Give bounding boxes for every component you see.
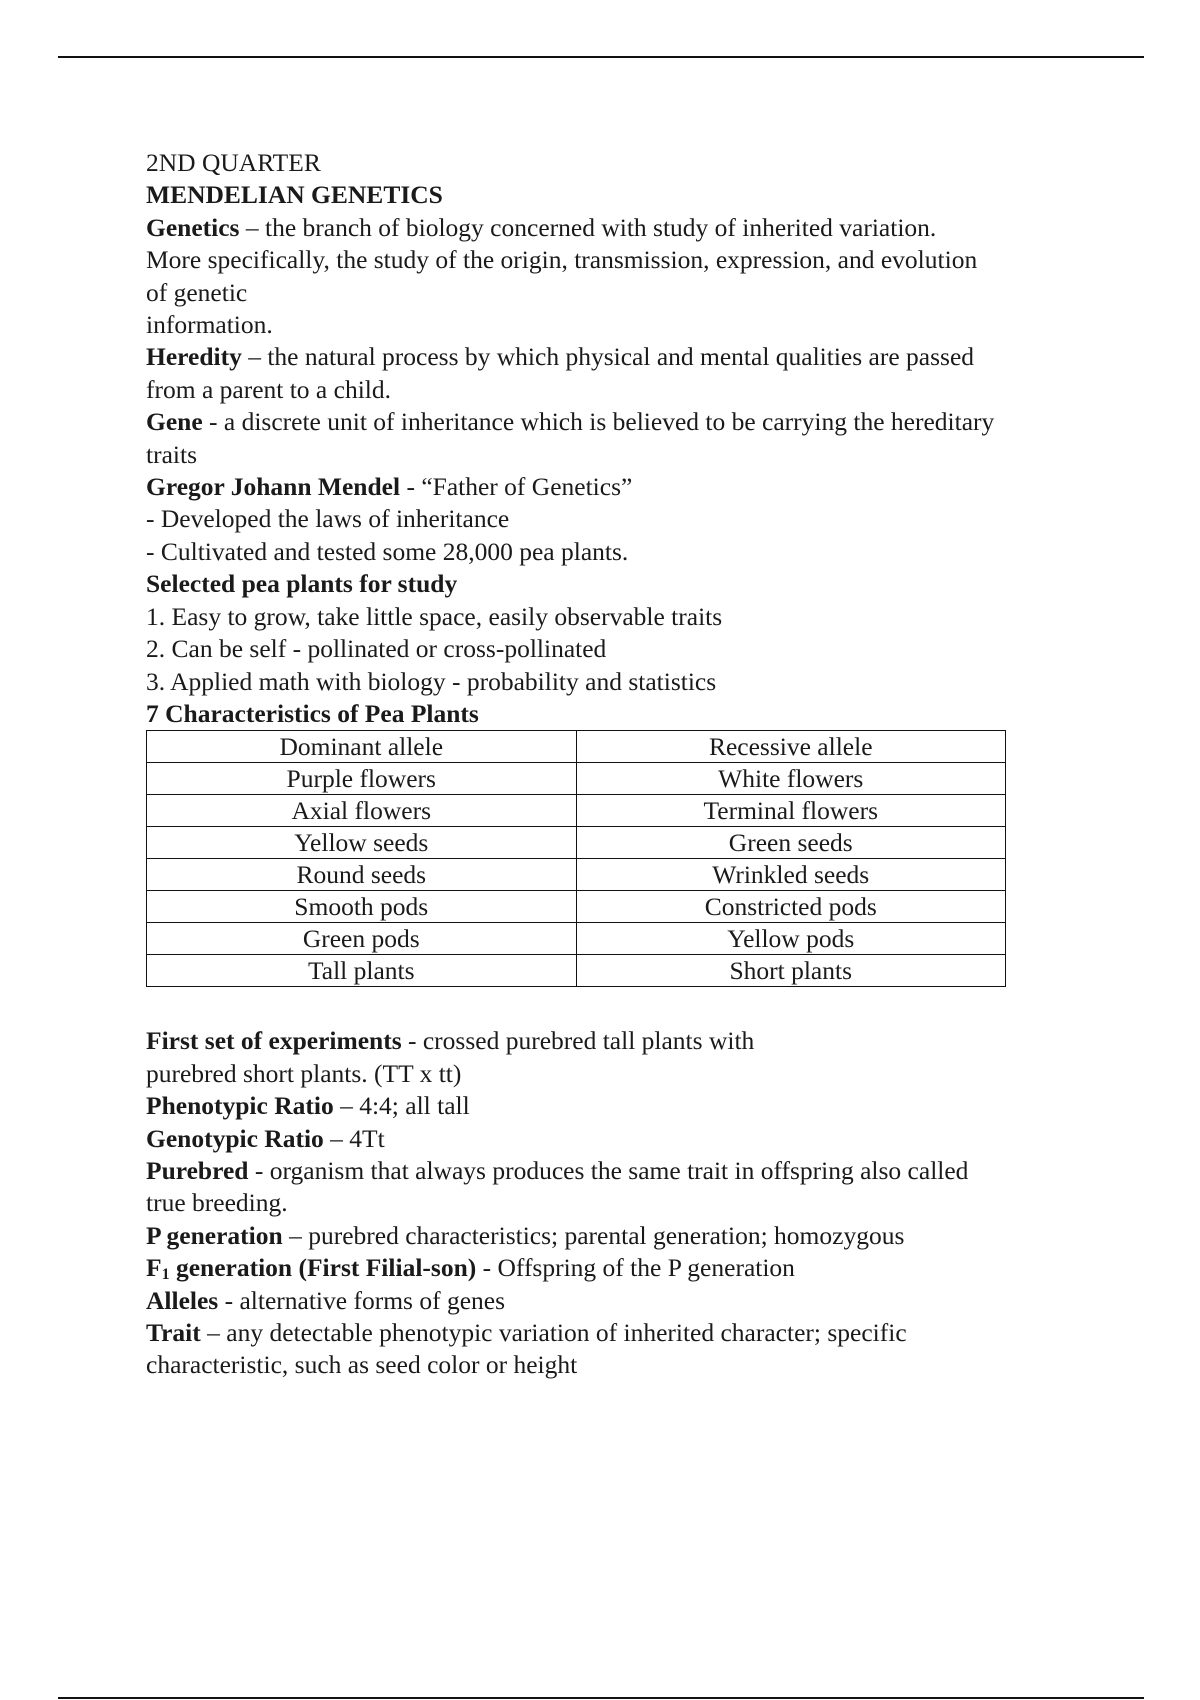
quarter-label: 2ND QUARTER xyxy=(146,148,321,177)
table-cell: Axial flowers xyxy=(147,795,577,827)
term-mendel: Gregor Johann Mendel xyxy=(146,472,401,502)
definition-first-set: First set of experiments - crossed purebred tall plants with purebred short plants. (TT x tt) xyxy=(146,1026,755,1088)
table-row xyxy=(147,955,1006,987)
table-row xyxy=(147,763,1006,795)
characteristics-table xyxy=(146,730,1006,987)
table-row xyxy=(147,891,1006,923)
table-cell: Smooth pods xyxy=(147,891,577,923)
table-cell: Round seeds xyxy=(147,859,577,891)
term-first-set: First set of experiments xyxy=(146,1026,402,1056)
table-cell: Yellow seeds xyxy=(147,827,577,859)
definition-alleles: Alleles - alternative forms of genes xyxy=(146,1285,505,1315)
table-row xyxy=(147,827,1006,859)
section-heading: Selected pea plants for study xyxy=(146,569,458,599)
bottom-rule xyxy=(58,1697,1144,1699)
table-cell: Short plants xyxy=(576,955,1006,987)
mendel-bullet: - Cultivated and tested some 28,000 pea plants. xyxy=(146,536,629,566)
term-gene: Gene xyxy=(146,407,203,437)
top-rule xyxy=(58,56,1144,58)
term-trait: Trait xyxy=(146,1317,201,1347)
definition-gene: Gene - a discrete unit of inheritance which is believed to be carrying the hereditary traits xyxy=(146,407,995,469)
column-header-recessive: Recessive allele xyxy=(576,731,1006,763)
table-row xyxy=(147,923,1006,955)
table-cell: Wrinkled seeds xyxy=(576,859,1006,891)
document-body xyxy=(146,147,1096,1382)
definition-p-generation: P generation – purebred characteristics; parental generation; homozygous xyxy=(146,1220,905,1250)
selected-pea-plants xyxy=(146,568,1096,698)
page-title: MENDELIAN GENETICS xyxy=(146,180,443,210)
list-item: 2. Can be self - pollinated or cross-pollinated xyxy=(146,634,607,664)
mendel-bullet: - Developed the laws of inheritance xyxy=(146,504,510,534)
definition-mendel: Gregor Johann Mendel - “Father of Genetics” - Developed the laws of inheritance - Cultivated and tested some 28,000 pea plants. xyxy=(146,471,1096,568)
table-cell: Constricted pods xyxy=(576,891,1006,923)
definition-phenotypic-ratio: Phenotypic Ratio – 4:4; all tall xyxy=(146,1091,470,1121)
list-item: 3. Applied math with biology - probability and statistics xyxy=(146,666,717,696)
section-heading: 7 Characteristics of Pea Plants xyxy=(146,698,479,728)
table-cell: Green pods xyxy=(147,923,577,955)
definition-purebred: Purebred - organism that always produces the same trait in offspring also called true breeding. xyxy=(146,1155,969,1218)
table-row xyxy=(147,859,1006,891)
definition-genetics: Genetics – the branch of biology concerned with study of inherited variation. More specifically, the study of the origin, transmission, expression, and evolution of genetic information. xyxy=(146,212,978,340)
table-cell: Green seeds xyxy=(576,827,1006,859)
term-genetics: Genetics xyxy=(146,212,240,242)
table-cell: Terminal flowers xyxy=(576,795,1006,827)
table-row xyxy=(147,795,1006,827)
definition-genotypic-ratio: Genotypic Ratio – 4Tt xyxy=(146,1123,385,1153)
list-item: 1. Easy to grow, take little space, easily observable traits xyxy=(146,601,723,631)
definition-heredity: Heredity – the natural process by which physical and mental qualities are passed from a parent to a child. xyxy=(146,342,975,404)
term-purebred: Purebred xyxy=(146,1155,249,1185)
table-cell: Tall plants xyxy=(147,955,577,987)
table-cell: Yellow pods xyxy=(576,923,1006,955)
definition-trait: Trait – any detectable phenotypic variation of inherited character; specific characteristic, such as seed color or height xyxy=(146,1317,907,1380)
column-header-dominant: Dominant allele xyxy=(147,731,577,763)
table-cell: Purple flowers xyxy=(147,763,577,795)
definition-f1-generation: $F_1$ generation (First Filial-son) - Offspring of the P generation xyxy=(146,1253,795,1284)
table-header-row xyxy=(147,731,1006,763)
table-cell: White flowers xyxy=(576,763,1006,795)
term-heredity: Heredity xyxy=(146,342,242,372)
characteristics-section xyxy=(146,698,1096,987)
section-spacer xyxy=(146,987,1096,1025)
